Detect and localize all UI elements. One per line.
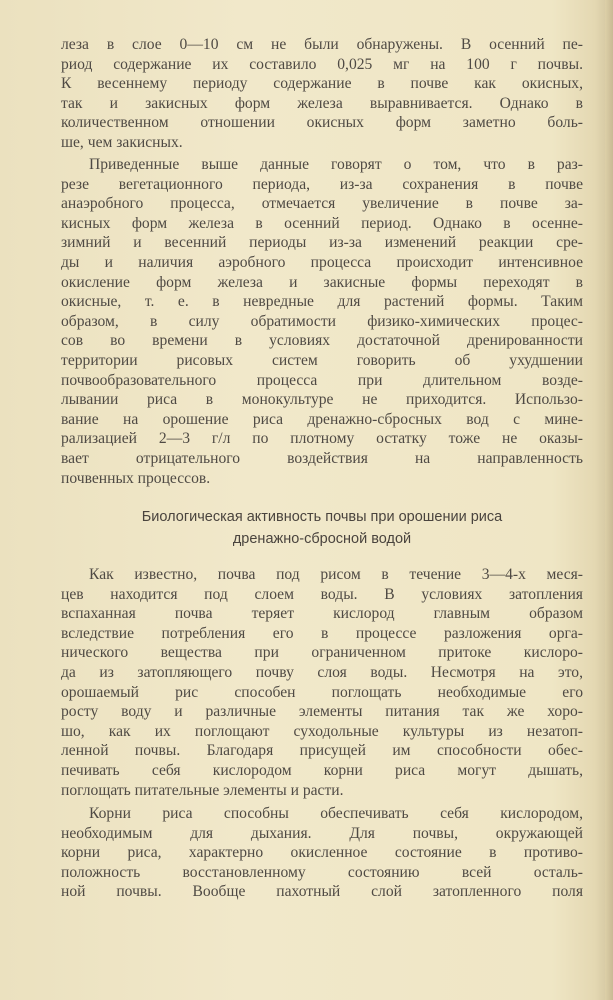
text-line: вает отрицательного воздействия на направленность xyxy=(61,449,583,467)
text-line: цев находится под слоем воды. В условиях затопления xyxy=(61,585,583,603)
text-line: так и закисных форм железа выравнивается. Однако в xyxy=(61,94,583,112)
section-heading-line-1: Биологическая активность почвы при орошении риса xyxy=(141,509,503,525)
paragraph-3 xyxy=(61,565,583,800)
text-line: кисных форм железа в осенний период. Однако в осенне- xyxy=(61,214,583,232)
text-line: окисные, т. е. в невредные для растений формы. Таким xyxy=(61,293,583,311)
text-line: вспаханная почва теряет кислород главным образом xyxy=(61,605,583,623)
text-line: образом, в силу обратимости физико-химических процес- xyxy=(61,312,583,330)
text-line: шо, как их поглощают суходольные культуры из незатоп- xyxy=(61,722,583,740)
section-heading-line-2: дренажно-сбросной водой xyxy=(232,531,412,547)
text-line: окисление форм железа и закисные формы переходят в xyxy=(61,273,583,291)
text-line: анаэробного процесса, отмечается увеличение в почве за- xyxy=(61,195,583,213)
text-line: ды и наличия аэробного процесса происходит интенсивное xyxy=(61,253,583,271)
text-line: Как известно, почва под рисом в течение 3—4-х меся- xyxy=(89,566,583,583)
page-edge xyxy=(605,0,613,1000)
text-line: количественном отношении окисных форм заметно боль- xyxy=(61,114,583,132)
text-line: территории рисовых систем говорить об ухудшении xyxy=(61,351,583,369)
text-line: вследствие потребления его в процессе разложения орга- xyxy=(61,624,583,642)
text-line: ной почвы. Вообще пахотный слой затопленного поля xyxy=(61,883,583,901)
text-line: нического вещества при ограниченном притоке кислоро- xyxy=(61,644,583,662)
text-line: резе вегетационного периода, из-за сохранения в почве xyxy=(61,175,583,193)
text-line: росту воду и различные элементы питания так же хоро- xyxy=(61,703,583,721)
paragraph-2 xyxy=(61,155,583,488)
text-line: положность восстановленному состоянию всей осталь- xyxy=(61,863,583,881)
text-line: печивать себя кислородом корни риса могут дышать, xyxy=(61,761,583,779)
paragraph-1 xyxy=(61,35,583,153)
text-line: зимний и весенний периоды из-за изменений реакции сре- xyxy=(61,234,583,252)
text-line: да из затопляющего почву слоя воды. Несмотря на это, xyxy=(61,663,583,681)
text-line: Приведенные выше данные говорят о том, что в раз- xyxy=(89,156,583,173)
text-line: необходимым для дыхания. Для почвы, окружающей xyxy=(61,824,583,842)
text-line: риод содержание их составило 0,025 мг на 100 г почвы. xyxy=(61,55,583,73)
text-line: К весеннему периоду содержание в почве как окисных, xyxy=(61,75,583,93)
text-line: ше, чем закисных. xyxy=(61,133,183,151)
section-heading xyxy=(61,506,583,550)
text-line: вание на орошение риса дренажно-сбросных вод с мине- xyxy=(61,410,583,428)
text-line: сов во времени в условиях достаточной дренированности xyxy=(61,332,583,350)
text-line: Корни риса способны обеспечивать себя кислородом, xyxy=(89,805,583,822)
text-line: поглощать питательные элементы и расти. xyxy=(61,781,344,799)
text-line: ленной почвы. Благодаря присущей им способности обес- xyxy=(61,742,583,760)
text-line: рализацией 2—3 г/л по плотному остатку тоже не оказы- xyxy=(61,430,583,448)
text-line: почвенных процессов. xyxy=(61,469,211,487)
text-line: лывании риса в монокультуре не приходится. Использо- xyxy=(61,391,583,409)
paragraph-4 xyxy=(61,804,583,902)
text-line: почвообразовательного процесса при длительном возде- xyxy=(61,371,583,389)
text-line: леза в слое 0—10 см не были обнаружены. В осенний пе- xyxy=(61,36,583,53)
text-line: корни риса, характерно окисленное состояние в противо- xyxy=(61,844,583,862)
text-line: орошаемый рис способен поглощать необходимые его xyxy=(61,683,583,701)
